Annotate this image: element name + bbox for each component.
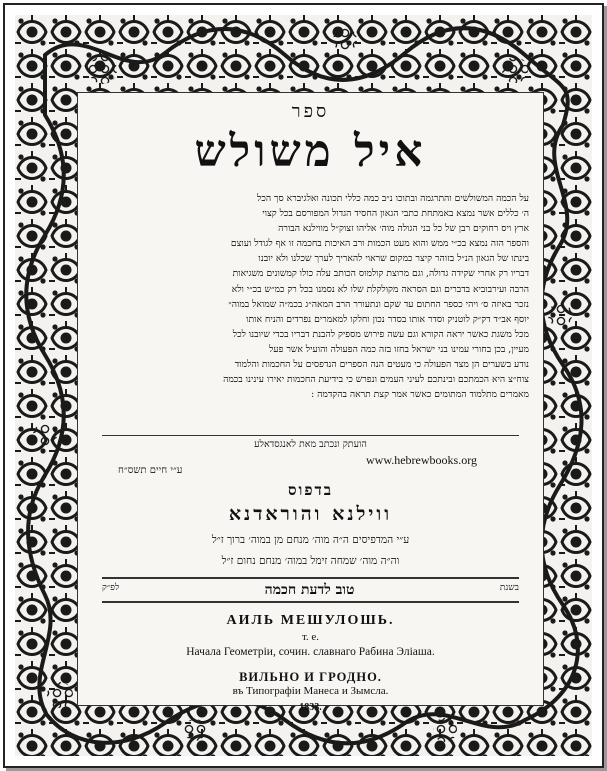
russian-city: ВИЛЬНО И ГРОДНО. [239, 670, 382, 684]
printer-line: וה״ה מוה׳ שמחה זימל במוה׳ מנחם נחום ז״ל [221, 555, 400, 567]
year-suffix: לפ״ק [102, 583, 120, 593]
print-note: ע״י חיים תשס״ח [118, 465, 183, 476]
russian-subtitle: Начала Геометріи, сочин. славнаго Рабина Эліаша. [186, 646, 435, 658]
russian-year: 1833. [299, 702, 322, 713]
year-prefix: בשנת [499, 583, 519, 593]
russian-title: АИЛЬ МЕШУЛОШЬ. [226, 613, 395, 628]
text-line: ארץ ויס רחוקים רבן של כל בני הגולה מוה׳ אליהו זצוק״ל מווילנא הבורה [278, 223, 529, 235]
year-line [102, 582, 519, 599]
divider [102, 577, 519, 579]
text-line: מעיין, בכן בחורי עמינו בני ישראל בחזו בזה כמה הפעולה והועיל אשר פעל [269, 343, 529, 355]
page-frame [3, 3, 604, 768]
russian-te: т. е. [301, 631, 320, 643]
text-line: בינתו של הגאון הנ״ל בזוהר קיצר כמקום שראוי להאריך לערך שכלנו ולא יובנו [258, 253, 529, 265]
printer-line: ע״י המדפיסים ה״ה מוה׳ מנחם מן במוה׳ ברוך ז״ל [211, 534, 410, 546]
description-paragraph [96, 191, 529, 402]
text-line: והספר הזה נמצא בכ״י ממש והוא מעט הכמות ורב האיכות בחכמה זו אף לגודל ועוצם [230, 238, 529, 250]
text-line: מאמרים מתלמוד המתומים כאשר אמר קצת תראה בהקדמה : [311, 389, 529, 401]
year-chronogram: טוב לדעת חכמה [264, 582, 355, 598]
text-line: נזכר באיזה ס׳ ויהי כספר החתום עד שקם ונתעורר הרב המאה״ג בכמ״ה שמואל במוה״ [228, 298, 529, 310]
text-line: יוסף אב״ד דק״ק לוטניק וסדר אותו בסדר נכון וחלקו למאמרים נפרדים והניח אותו [246, 313, 529, 325]
text-line: דבריו רק אחרי שקידה גדולה, וגם מרוצת קולמוס הכותב עלה כולו קמשונים משגיאות [232, 268, 529, 280]
text-line: מכל משגת כאשר יראה הקורא וגם עשה פירוש מספיק להבנת דבריו בכדי שיובנו לכל [232, 328, 529, 340]
title-page [15, 15, 592, 756]
text-line: צוח״צ היא הכמתכם ובינתכם לעיני העמים ונפרש כי בידיעת החכמות יאירו עינינו בכמה [223, 374, 529, 386]
book-title: איל משולש [194, 126, 427, 177]
text-line: ה׳ כללים אשר נמצא באמתחת כתבי הגאון החסיד הגדול המפורסם בכל קצוי [262, 208, 529, 220]
sefer-label: ספר [291, 101, 330, 122]
text-panel [77, 92, 544, 713]
russian-press: въ Типографіи Манеса и Зымсла. [232, 685, 389, 697]
text-line: הרבה ועירבוביא בדברים וגם הסראה מקולקלת שלו לא נסמנו בכל רק כמ״ש בכ״י ולא [231, 283, 529, 295]
cities-heading: ווילנא והוראדנא [228, 503, 393, 525]
text-line: נודע בשערים הן מצד הפעולה כי מעטים הנה הספרים הנדפסים על החכמות והלמוד [234, 359, 529, 371]
text-line: על הכמה המשולשים והתרגמה ובתוכו נ״ב כמה כללי תכונה ואלגיברא סך הכל [257, 193, 529, 204]
copyist-credit: הועתק ונכתב מאת לאנגסדאלע [254, 439, 367, 450]
watermark-url[interactable]: www.hebrewbooks.org [366, 453, 477, 467]
divider [102, 601, 519, 603]
printed-label: בדפוס [288, 481, 333, 499]
divider [102, 435, 519, 436]
